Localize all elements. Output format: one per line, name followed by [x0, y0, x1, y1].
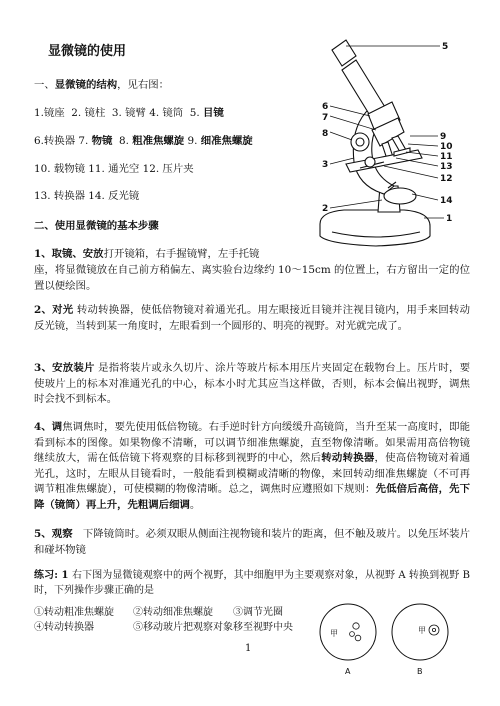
step4-bold-converter: 转动转换器 — [321, 452, 375, 464]
step3-title: 3、安放装片 — [34, 362, 95, 374]
step1-paragraph: 座，将显微镜放在自己前方稍偏左、离实验台边缘约 10～15cm 的位置上，右方留出一定的位置以便绘图。 — [34, 264, 470, 292]
structure-line-2 — [34, 134, 253, 150]
diagram-label-10: 10 — [440, 142, 453, 152]
step5-title: 5、观察 — [34, 528, 73, 540]
diagram-label-6: 6 — [322, 102, 329, 112]
option-2: ②转动细准焦螺旋 — [133, 607, 213, 618]
figure-label-a: A — [345, 667, 351, 676]
microscope-base — [320, 210, 430, 246]
step2-text: 转动转换器，使低倍物镜对着通光孔。用左眼接近目镜并注视目镜内，用手来回转动反光镜，当转到某一角度时，左眼看到一个圆形的、明亮的视野。对光就完成了。 — [34, 304, 470, 332]
microscope-mirror — [384, 188, 416, 204]
structure-line-1 — [34, 106, 224, 122]
option-3: ③调节光圈 — [233, 607, 283, 618]
step4-rule: 先低倍后高倍，先下降（镜筒）再上升，先粗调后细调 — [34, 483, 471, 511]
diagram-label-14: 14 — [440, 196, 453, 206]
section2-heading: 二、使用显微镜的基本步骤 — [34, 220, 159, 232]
structure-line-3: 10. 载物镜 11. 通光空 12. 压片夹 — [34, 163, 194, 175]
step5-text: 下降镜筒时。必须双眼从侧面注视物镜和装片的距离，但不触及玻片。以免压坏装片和碰坏物镜 — [34, 528, 470, 556]
exercise-text: 右下图为显微镜观察中的两个视野，其中细胞甲为主要观察对象，从视野 A 转换到视野 B 时，下列操作步骤正确的是 — [34, 570, 470, 596]
step1-text-a: 打开镜箱，右手握镜臂，左手托镜 — [103, 248, 260, 260]
step4-paragraph — [34, 420, 470, 513]
step1-line1 — [34, 247, 294, 263]
cell-label-b: 甲 — [418, 626, 426, 635]
diagram-label-11: 11 — [440, 152, 453, 162]
diagram-label-12: 12 — [440, 174, 453, 184]
exercise-label: 练习: — [34, 570, 58, 581]
diagram-label-2: 2 — [322, 204, 329, 214]
step4-title: 4、调 — [34, 421, 63, 433]
option-4: ④转动转换器 — [34, 622, 94, 633]
option-5: ⑤移动玻片把观察对象移至视野中央 — [133, 622, 293, 633]
field-a — [320, 604, 376, 660]
structure-line-2b: 8. — [112, 135, 133, 147]
step4-end: 。 — [189, 498, 201, 511]
cell-label-a: 甲 — [330, 629, 338, 638]
diagram-label-7: 7 — [322, 113, 329, 123]
section1-heading-bold: 显微镜的结构 — [54, 79, 118, 91]
step5-paragraph — [34, 527, 470, 558]
structure-line-2a: 6.转换器 7. — [34, 135, 92, 147]
step4-text-a: 焦调焦时，要先使用低倍物镜。右手逆时针方向缓缓升高镜筒，当升至某一高度时，即能看到标本的图像。如果物像不清晰，可以调节细准焦螺旋，直至物像清晰。如果需用高倍物镜继续放大，需在低倍镜下将观察的目标移到视野的中心，然后 — [34, 421, 470, 464]
structure-line-2c: 9. — [184, 135, 201, 147]
structure-line-4: 13. 转换器 14. 反光镜 — [34, 190, 140, 202]
step4-text-b: ，使高倍物镜对着通光孔，这时，左眼从目镜看时，一般能看到模糊或清晰的物像，来回转动细准焦螺旋（不可再调节粗准焦螺旋），可使模糊的物像清晰。总之，调焦时应遵照如下规则： — [34, 452, 471, 495]
diagram-label-13: 13 — [440, 162, 453, 172]
step1-title: 1、取镜、安放 — [34, 248, 104, 260]
microscope-diagram — [284, 36, 484, 254]
diagram-label-8: 8 — [322, 129, 329, 139]
exercise-number: 1 — [57, 570, 73, 581]
step3-paragraph — [34, 361, 470, 408]
page-number: 1 — [245, 643, 252, 654]
field-of-view-figure — [314, 602, 454, 678]
diagram-label-9: 9 — [440, 132, 447, 142]
structure-coarse-knob: 粗准焦螺旋 — [132, 135, 185, 147]
step2-title: 2、对光 — [34, 304, 74, 316]
step3-text: 是指将装片或永久切片、涂片等玻片标本用压片夹固定在载物台上。压片时，要使玻片上的标本对准通光孔的中心，标本小时尤其应当这样做，否则，标本会偏出视野，调焦时会找不到标本。 — [34, 362, 470, 405]
structure-line-1-text: 1.镜座 2. 镜柱 3. 镜臂 4. 镜筒 5. — [34, 107, 204, 119]
section1-heading-rest: ，见右图： — [117, 79, 170, 91]
diagram-label-3: 3 — [322, 160, 329, 170]
diagram-label-1: 1 — [446, 214, 453, 224]
structure-fine-knob: 细准焦螺旋 — [200, 135, 253, 147]
page-title: 显微镜的使用 — [48, 44, 127, 59]
structure-objective: 物镜 — [91, 135, 113, 147]
fine-knob — [365, 157, 375, 167]
step2-paragraph — [34, 303, 470, 334]
diagram-label-5: 5 — [442, 42, 449, 52]
exercise-intro — [34, 569, 470, 598]
figure-label-b: B — [417, 667, 423, 676]
option-1: ①转动粗准焦螺旋 — [34, 607, 114, 618]
section1-heading — [34, 78, 169, 94]
structure-eyepiece: 目镜 — [203, 107, 224, 119]
section1-heading-num: 一、 — [34, 79, 55, 91]
